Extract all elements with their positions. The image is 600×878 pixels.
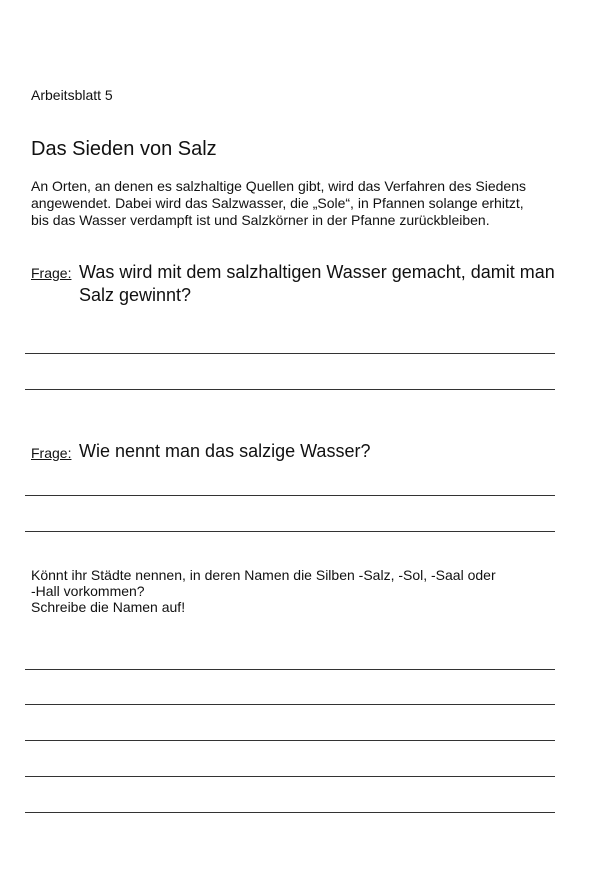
answer-line-task-1[interactable] xyxy=(25,669,555,670)
intro-text xyxy=(31,178,571,229)
task-line: Könnt ihr Städte nennen, in deren Namen die Silben -Salz, -Sol, -Saal oder xyxy=(31,567,496,583)
question2-text: Wie nennt man das salzige Wasser? xyxy=(79,441,371,461)
question1-line: Salz gewinnt? xyxy=(79,285,192,305)
intro-line: angewendet. Dabei wird das Salzwasser, die „Sole“, in Pfannen solange erhitzt, xyxy=(31,195,524,211)
answer-line-task-3[interactable] xyxy=(25,740,555,741)
question1-line: Was wird mit dem salzhaltigen Wasser gemacht, damit man xyxy=(79,262,555,282)
question1-text xyxy=(79,261,569,307)
question2-label: Frage: xyxy=(31,445,72,461)
intro-line: bis das Wasser verdampft ist und Salzkörner in der Pfanne zurückbleiben. xyxy=(31,212,490,228)
page-title: Das Sieden von Salz xyxy=(31,138,217,160)
task-text xyxy=(31,567,561,615)
answer-line-q2-2[interactable] xyxy=(25,531,555,532)
answer-line-q2-1[interactable] xyxy=(25,495,555,496)
worksheet-label: Arbeitsblatt 5 xyxy=(31,87,113,103)
answer-line-task-5[interactable] xyxy=(25,812,555,813)
task-line: -Hall vorkommen? xyxy=(31,583,145,599)
answer-line-q1-2[interactable] xyxy=(25,389,555,390)
answer-line-q1-1[interactable] xyxy=(25,353,555,354)
answer-line-task-4[interactable] xyxy=(25,776,555,777)
intro-line: An Orten, an denen es salzhaltige Quellen gibt, wird das Verfahren des Siedens xyxy=(31,178,526,194)
question1-label: Frage: xyxy=(31,265,72,281)
task-line: Schreibe die Namen auf! xyxy=(31,599,186,615)
answer-line-task-2[interactable] xyxy=(25,704,555,705)
